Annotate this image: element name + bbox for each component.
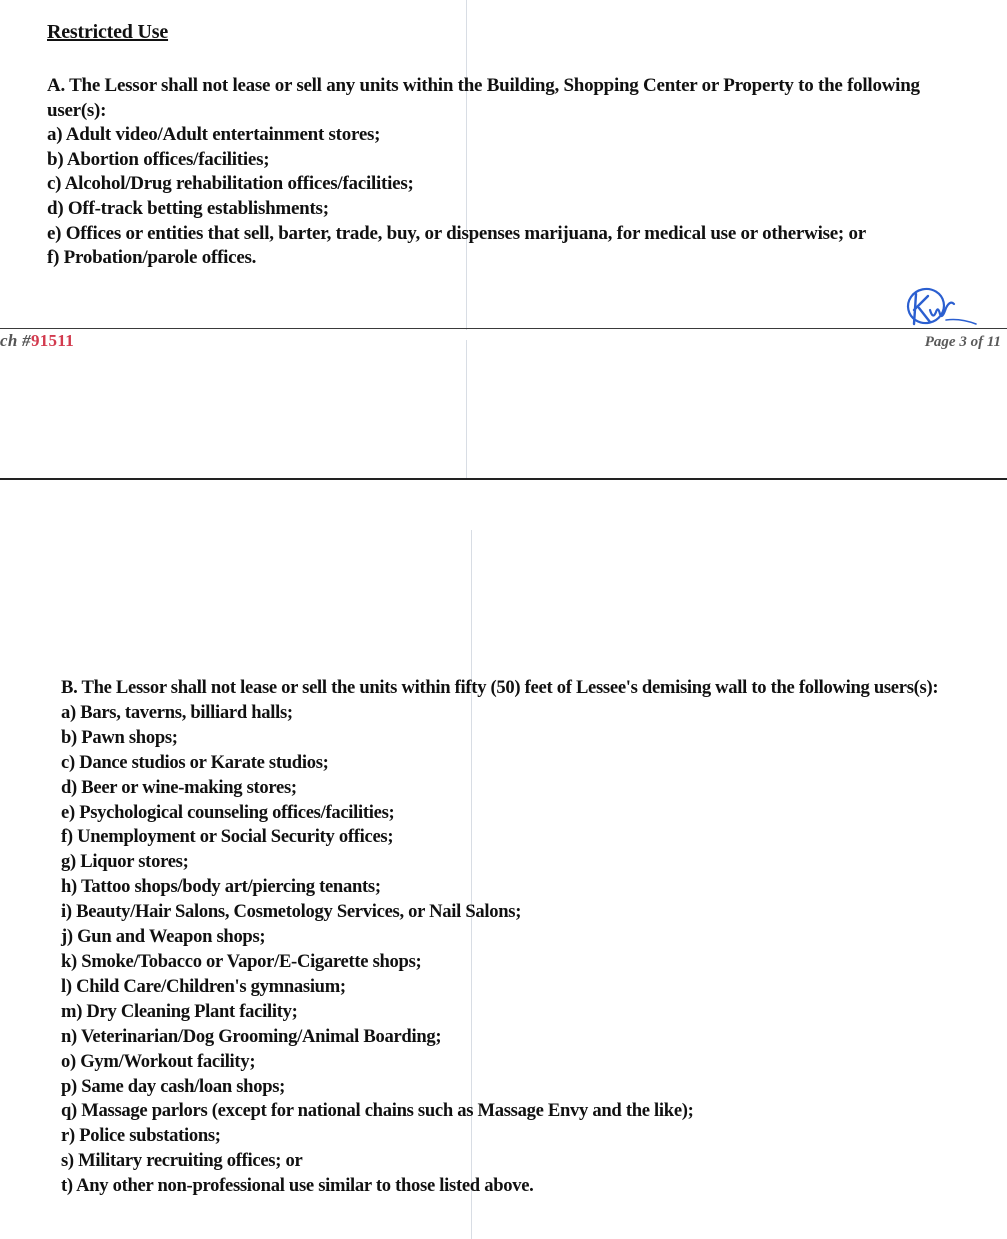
section-a-list — [47, 123, 987, 271]
list-item: c) Alcohol/Drug rehabilitation offices/facilities; — [47, 173, 414, 195]
list-item: o) Gym/Workout facility; — [61, 1050, 256, 1072]
handwritten-initials-signature — [900, 280, 980, 332]
list-item: a) Adult video/Adult entertainment stores; — [47, 124, 381, 146]
document-page-bottom — [0, 480, 1007, 1239]
list-item: d) Off-track betting establishments; — [47, 197, 329, 219]
section-b — [61, 676, 1007, 1199]
list-item: t) Any other non-professional use similar to those listed above. — [61, 1175, 534, 1197]
list-item: s) Military recruiting offices; or — [61, 1150, 303, 1172]
list-item: a) Bars, taverns, billiard halls; — [61, 701, 293, 723]
document-page-top — [0, 0, 1007, 478]
list-item: r) Police substations; — [61, 1125, 221, 1147]
section-b-list — [61, 701, 1007, 1199]
batch-label — [0, 331, 74, 351]
list-item: f) Probation/parole offices. — [47, 247, 257, 269]
list-item: c) Dance studios or Karate studios; — [61, 751, 329, 773]
list-item: e) Offices or entities that sell, barter, trade, buy, or dispenses marijuana, for medical use or otherwise; or — [47, 222, 866, 244]
list-item: l) Child Care/Children's gymnasium; — [61, 975, 346, 997]
list-item: b) Abortion offices/facilities; — [47, 148, 270, 170]
page-number: Page 3 of 11 — [924, 334, 1001, 350]
list-item: i) Beauty/Hair Salons, Cosmetology Services, or Nail Salons; — [61, 901, 522, 923]
list-item: j) Gun and Weapon shops; — [61, 926, 266, 948]
batch-prefix: ch # — [0, 331, 31, 350]
scan-fold-line — [466, 340, 467, 478]
list-item: g) Liquor stores; — [61, 851, 189, 873]
section-a — [47, 74, 987, 271]
list-item: f) Unemployment or Social Security offices; — [61, 826, 394, 848]
list-item: p) Same day cash/loan shops; — [61, 1075, 286, 1097]
list-item: e) Psychological counseling offices/facilities; — [61, 801, 395, 823]
list-item: k) Smoke/Tobacco or Vapor/E-Cigarette shops; — [61, 950, 422, 972]
list-item: n) Veterinarian/Dog Grooming/Animal Boarding; — [61, 1025, 442, 1047]
list-item: b) Pawn shops; — [61, 726, 178, 748]
list-item: m) Dry Cleaning Plant facility; — [61, 1000, 298, 1022]
list-item: d) Beer or wine-making stores; — [61, 776, 297, 798]
section-b-intro: B. The Lessor shall not lease or sell the units within fifty (50) feet of Lessee's demising wall to the following users(s): — [61, 677, 939, 698]
list-item: h) Tattoo shops/body art/piercing tenants; — [61, 876, 381, 898]
section-heading: Restricted Use — [47, 21, 169, 43]
footer-rule — [0, 328, 1007, 329]
section-a-intro: A. The Lessor shall not lease or sell any units within the Building, Shopping Center or Property to the following user(s): — [47, 75, 920, 121]
batch-number: 91511 — [30, 331, 75, 350]
list-item: q) Massage parlors (except for national chains such as Massage Envy and the like); — [61, 1100, 694, 1122]
